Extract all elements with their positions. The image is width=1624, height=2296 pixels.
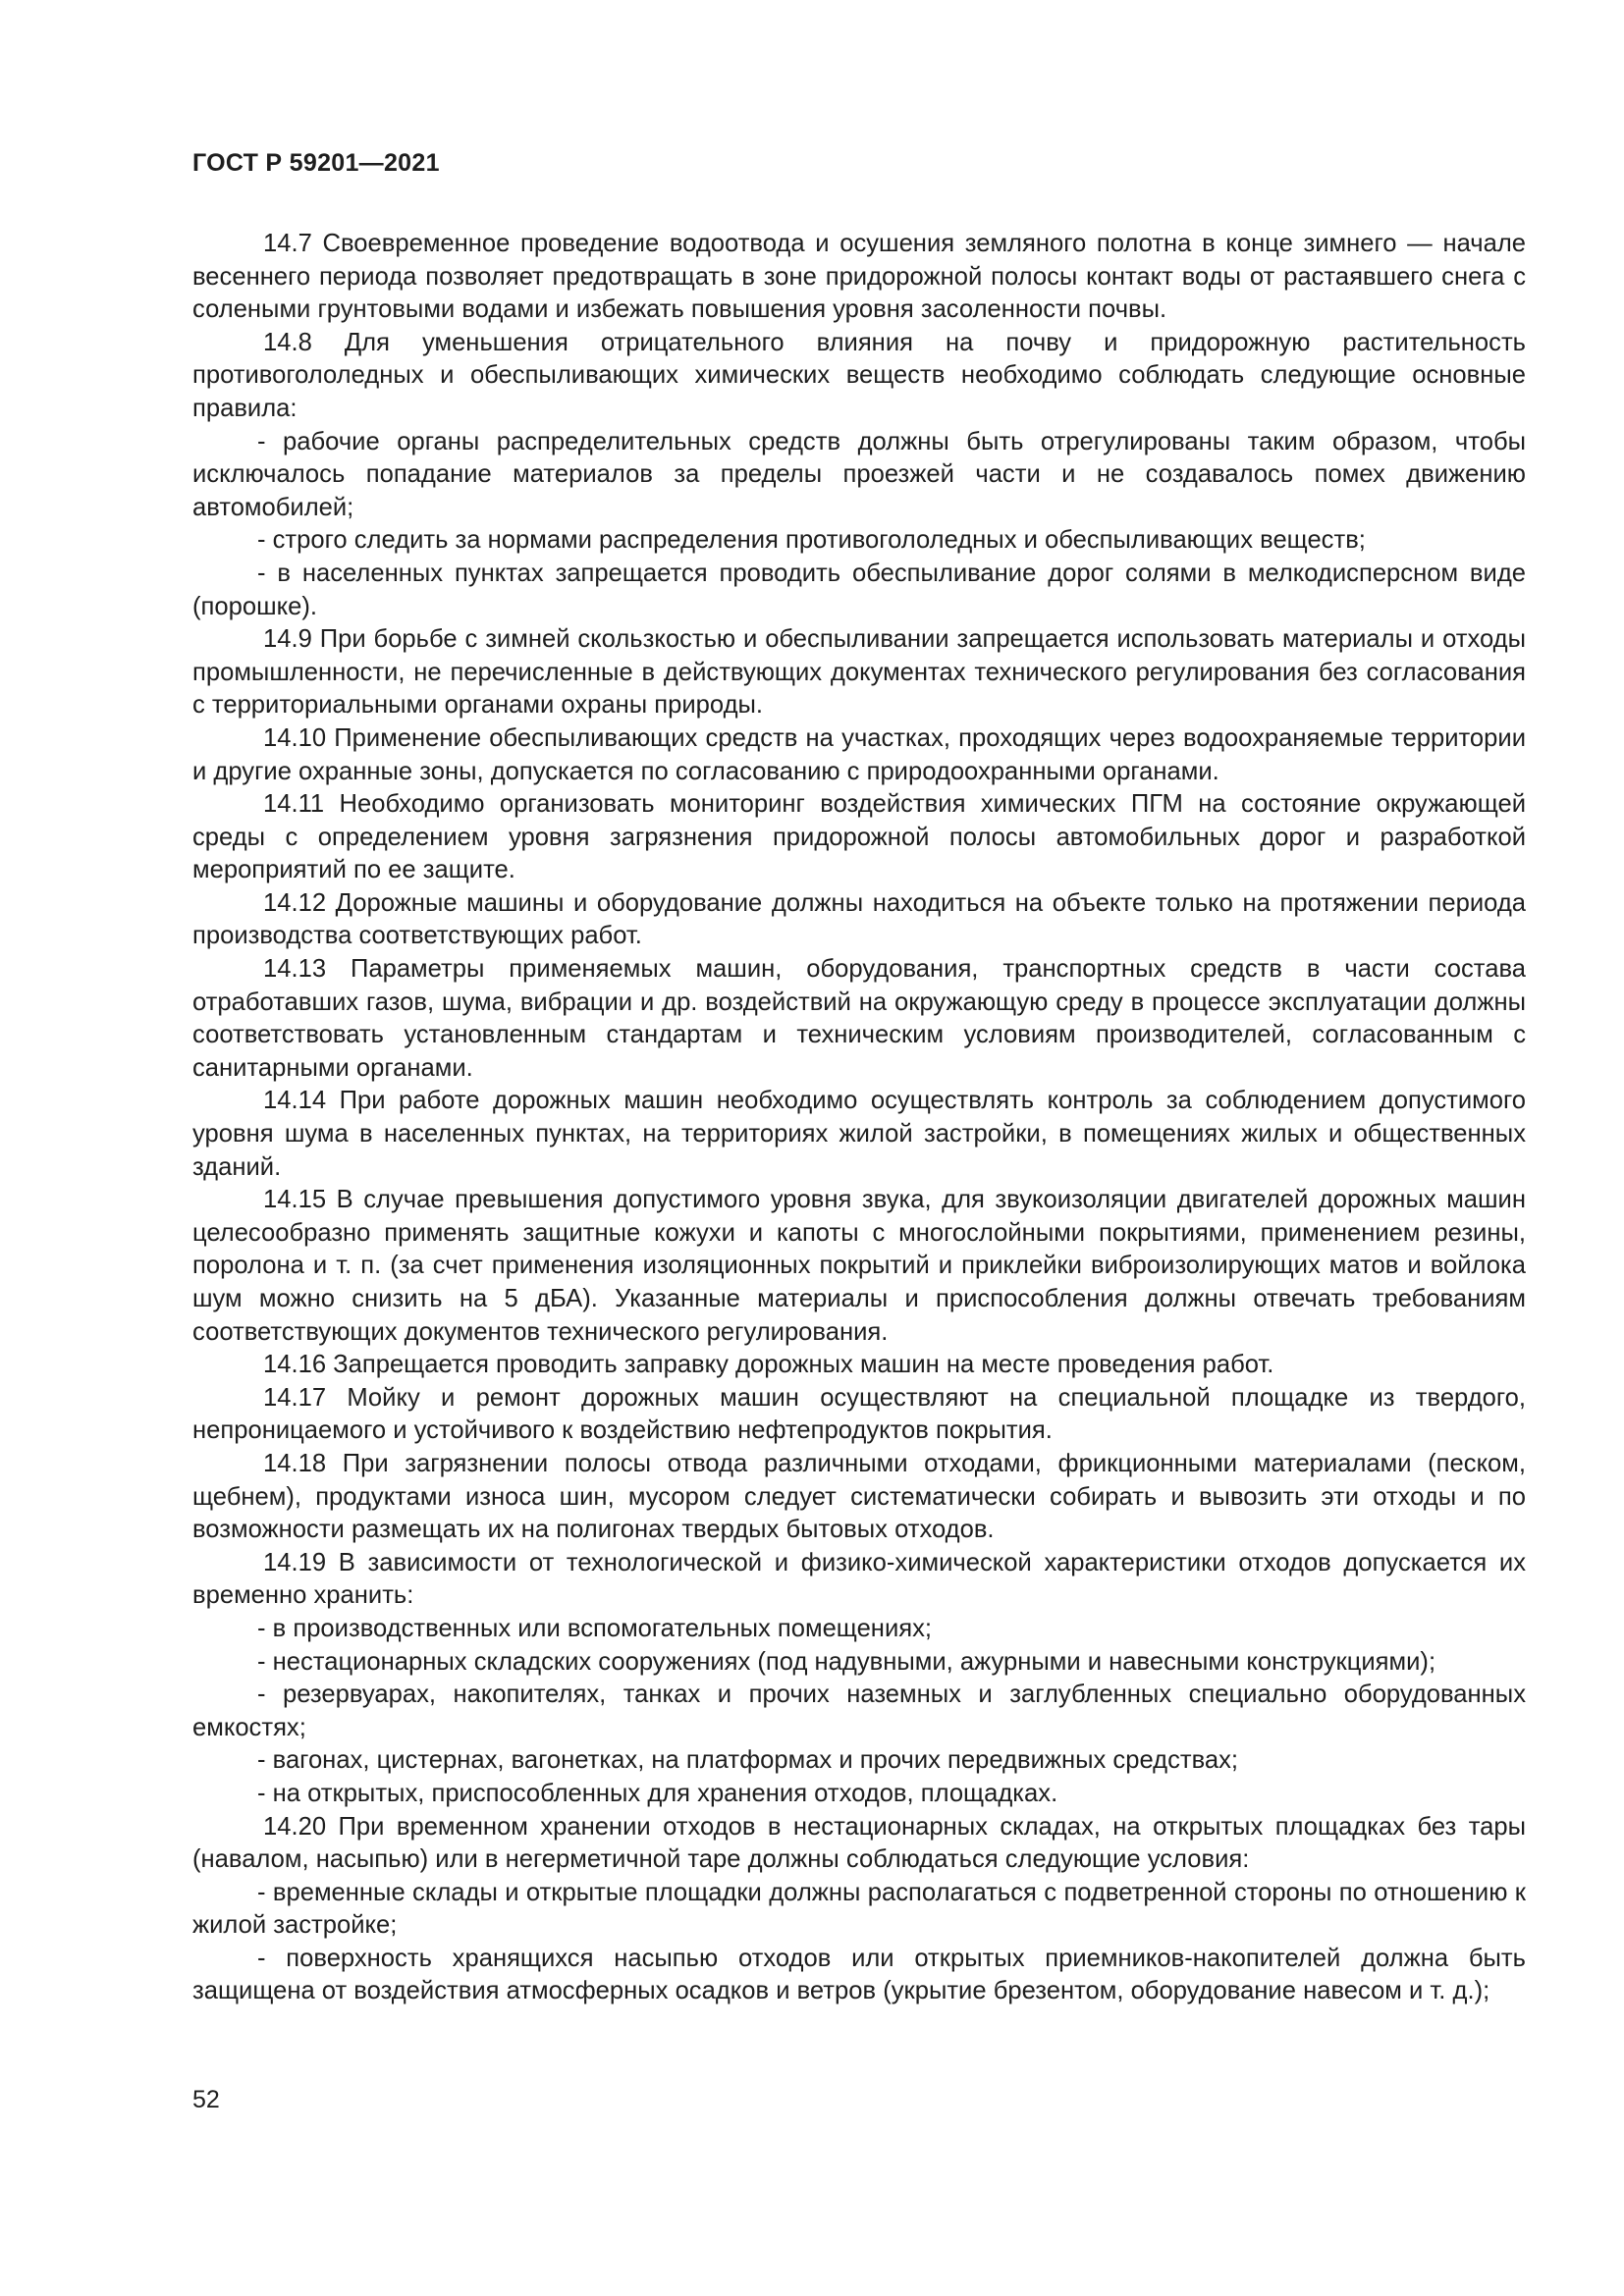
page-number: 52 [192,2086,220,2113]
paragraph-14-19: 14.19 В зависимости от технологической и физико-химической характеристики отходов допускается их временно хранить: [192,1548,1526,1610]
list-item: - на открытых, приспособленных для хранения отходов, площадках. [257,1779,1058,1807]
document-code-header: ГОСТ Р 59201—2021 [192,149,440,177]
paragraph-14-11: 14.11 Необходимо организовать мониторинг воздействия химических ПГМ на состояние окружающей среды с определением уровня загрязнения придорожной полосы автомобильных дорог и разработкой мероприятий по ее защите. [192,790,1526,884]
list-item: - поверхность хранящихся насыпью отходов или открытых приемников-накопителей должна быть защищена от воздействия атмосферных осадков и ветров (укрытие брезентом, оборудование навесом и т. д.); [192,1944,1526,2005]
list-item: - нестационарных складских сооружениях (под надувными, ажурными и навесными конструкциями); [257,1647,1436,1676]
list-item: - вагонах, цистернах, вагонетках, на платформах и прочих передвижных средствах; [257,1746,1239,1775]
paragraph-14-10: 14.10 Применение обеспыливающих средств на участках, проходящих через водоохраняемые территории и другие охранные зоны, допускается по согласованию с природоохранными органами. [192,723,1526,785]
paragraph-14-17: 14.17 Мойку и ремонт дорожных машин осуществляют на специальной площадке из твердого, непроницаемого и устойчивого к воздействию нефтепродуктов покрытия. [192,1383,1526,1445]
paragraph-14-18: 14.18 При загрязнении полосы отвода различными отходами, фрикционными материалами (песком, щебнем), продуктами износа шин, мусором следует систематически собирать и вывозить эти отходы и по возможности размещать их на полигонах твердых бытовых отходов. [192,1449,1526,1544]
paragraph-14-8: 14.8 Для уменьшения отрицательного влияния на почву и придорожную растительность противогололедных и обеспыливающих химических веществ необходимо соблюдать следующие основные правила: [192,328,1526,422]
paragraph-14-20: 14.20 При временном хранении отходов в нестационарных складах, на открытых площадках без тары (навалом, насыпью) или в негерметичной таре должны соблюдаться следующие условия: [192,1812,1526,1874]
paragraph-14-9: 14.9 При борьбе с зимней скользкостью и обеспыливании запрещается использовать материалы и отходы промышленности, не перечисленные в действующих документах технического регулирования без согласования с территориальными органами охраны природы. [192,625,1526,720]
list-item: - в производственных или вспомогательных помещениях; [257,1614,933,1642]
paragraph-14-13: 14.13 Параметры применяемых машин, оборудования, транспортных средств в части состава отработавших газов, шума, вибрации и др. воздействий на окружающую среду в процессе эксплуатации должны соответствовать установленным стандартам и техническим условиям производителей, согласованным с санитарными органами. [192,955,1526,1082]
list-item: - строго следить за нормами распределения противогололедных и обеспыливающих веществ; [257,526,1366,555]
paragraph-14-7: 14.7 Своевременное проведение водоотвода и осушения земляного полотна в конце зимнего — начале весеннего периода позволяет предотвращать в зоне придорожной полосы контакт воды от растаявшего снега с солеными грунтовыми водами и избежать повышения уровня засоленности почвы. [192,230,1526,324]
document-body [192,228,1526,2008]
paragraph-14-14: 14.14 При работе дорожных машин необходимо осуществлять контроль за соблюдением допустимого уровня шума в населенных пунктах, на территориях жилой застройки, в помещениях жилых и общественных зданий. [192,1087,1526,1181]
paragraph-14-15: 14.15 В случае превышения допустимого уровня звука, для звукоизоляции двигателей дорожных машин целесообразно применять защитные кожухи и капоты с многослойными покрытиями, применением резины, поролона и т. п. (за счет применения изоляционных покрытий и приклейки виброизолирующих матов и войлока шум можно снизить на 5 дБА). Указанные материалы и приспособления должны отвечать требованиям соответствующих документов технического регулирования. [192,1186,1526,1346]
list-item: - временные склады и открытые площадки должны располагаться с подветренной стороны по отношению к жилой застройке; [192,1878,1526,1940]
list-item: - в населенных пунктах запрещается проводить обеспыливание дорог солями в мелкодисперсном виде (порошке). [192,559,1526,620]
list-item: - резервуарах, накопителях, танках и прочих наземных и заглубленных специально оборудованных емкостях; [192,1681,1526,1741]
list-item: - рабочие органы распределительных средств должны быть отрегулированы таким образом, чтобы исключалось попадание материалов за пределы проезжей части и не создавалось помех движению автомобилей; [192,427,1526,521]
paragraph-14-16: 14.16 Запрещается проводить заправку дорожных машин на месте проведения работ. [263,1351,1274,1379]
paragraph-14-12: 14.12 Дорожные машины и оборудование должны находиться на объекте только на протяжении периода производства соответствующих работ. [192,888,1526,950]
document-page [192,0,1528,2296]
